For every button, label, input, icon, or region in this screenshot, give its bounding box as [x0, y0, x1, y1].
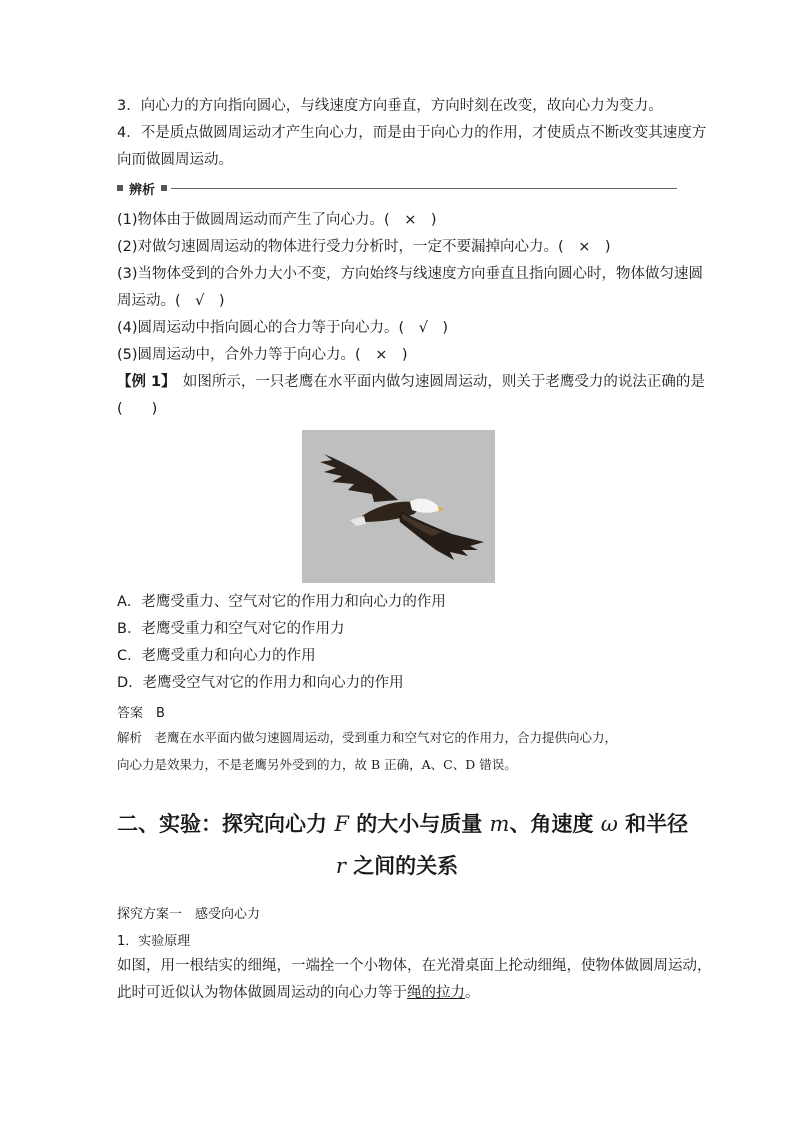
eagle-illustration — [302, 430, 495, 583]
section-heading-line-1 — [117, 808, 689, 838]
answer-value: B — [156, 706, 165, 721]
discrimination-item-3: (3)当物体受到的合外力大小不变，方向始终与线速度方向垂直且指向圆心时，物体做匀速圆 — [117, 266, 704, 282]
option-d: D．老鹰受空气对它的作用力和向心力的作用 — [117, 675, 404, 691]
square-bullet-icon — [117, 185, 123, 191]
heading-text: 二、实验：探究向心力 — [117, 811, 335, 836]
principle-answer-underlined: 绳的拉力 — [407, 985, 465, 1001]
example-question-line-2: ( ) — [117, 401, 158, 417]
discrimination-item-3-cont: 周运动。( √ ) — [117, 293, 225, 309]
answer-label: 答案 — [117, 706, 144, 721]
heading-text: 、角速度 — [509, 811, 601, 836]
heading-var-f: F — [334, 812, 349, 836]
example-question-text: 如图所示，一只老鹰在水平面内做匀速圆周运动，则关于老鹰受力的说法正确的是 — [168, 374, 705, 390]
answer — [117, 702, 165, 721]
principle-line-1: 如图，用一根结实的细绳，一端拴一个小物体，在光滑桌面上抡动细绳，使物体做圆周运动， — [117, 958, 712, 974]
heading-var-m: m — [489, 812, 510, 836]
analysis-line-2: 向心力是效果力，不是老鹰另外受到的力，故 B 正确，A、C、D 错误。 — [117, 757, 517, 772]
discrimination-header — [117, 178, 677, 198]
discrimination-item-5: (5)圆周运动中，合外力等于向心力。( × ) — [117, 347, 408, 363]
option-b: B．老鹰受重力和空气对它的作用力 — [117, 621, 345, 637]
discrimination-item-4: (4)圆周运动中指向圆心的合力等于向心力。( √ ) — [117, 320, 449, 336]
heading-var-omega: ω — [600, 812, 618, 836]
square-bullet-icon — [161, 185, 167, 191]
heading-text: 的大小与质量 — [348, 811, 490, 836]
note-4-line-1: 4．不是质点做圆周运动才产生向心力，而是由于向心力的作用，才使质点不断改变其速度方 — [117, 125, 707, 141]
discrimination-item-1: (1)物体由于做圆周运动而产生了向心力。( × ) — [117, 212, 437, 228]
principle-text: 。 — [465, 985, 480, 1001]
section-heading-line-2 — [117, 850, 677, 880]
principle-text: 此时可近似认为物体做圆周运动的向心力等于 — [117, 985, 407, 1001]
eagle-photo — [302, 430, 495, 583]
divider-rule — [171, 188, 677, 189]
heading-var-r: r — [335, 854, 346, 878]
heading-text: 和半径 — [617, 811, 689, 836]
analysis-line-1 — [117, 728, 617, 748]
heading-text: 之间的关系 — [345, 853, 459, 878]
option-c: C．老鹰受重力和向心力的作用 — [117, 648, 316, 664]
discrimination-label: 辨析 — [129, 182, 156, 198]
example-tag: 【例 1】 — [117, 374, 169, 390]
option-a: A．老鹰受重力、空气对它的作用力和向心力的作用 — [117, 594, 446, 610]
example-question-line-1 — [117, 372, 705, 392]
note-3: 3．向心力的方向指向圆心，与线速度方向垂直，方向时刻在改变，故向心力为变力。 — [117, 98, 663, 114]
analysis-label: 解析 — [117, 730, 143, 745]
principle-line-2 — [117, 983, 677, 1003]
principle-title: 1．实验原理 — [117, 934, 191, 949]
scheme-title: 探究方案一 感受向心力 — [117, 907, 261, 922]
analysis-text-1: 老鹰在水平面内做匀速圆周运动，受到重力和空气对它的作用力，合力提供向心力， — [142, 730, 618, 745]
note-4-line-2: 向而做圆周运动。 — [117, 152, 233, 168]
discrimination-item-2: (2)对做匀速圆周运动的物体进行受力分析时，一定不要漏掉向心力。( × ) — [117, 239, 611, 255]
